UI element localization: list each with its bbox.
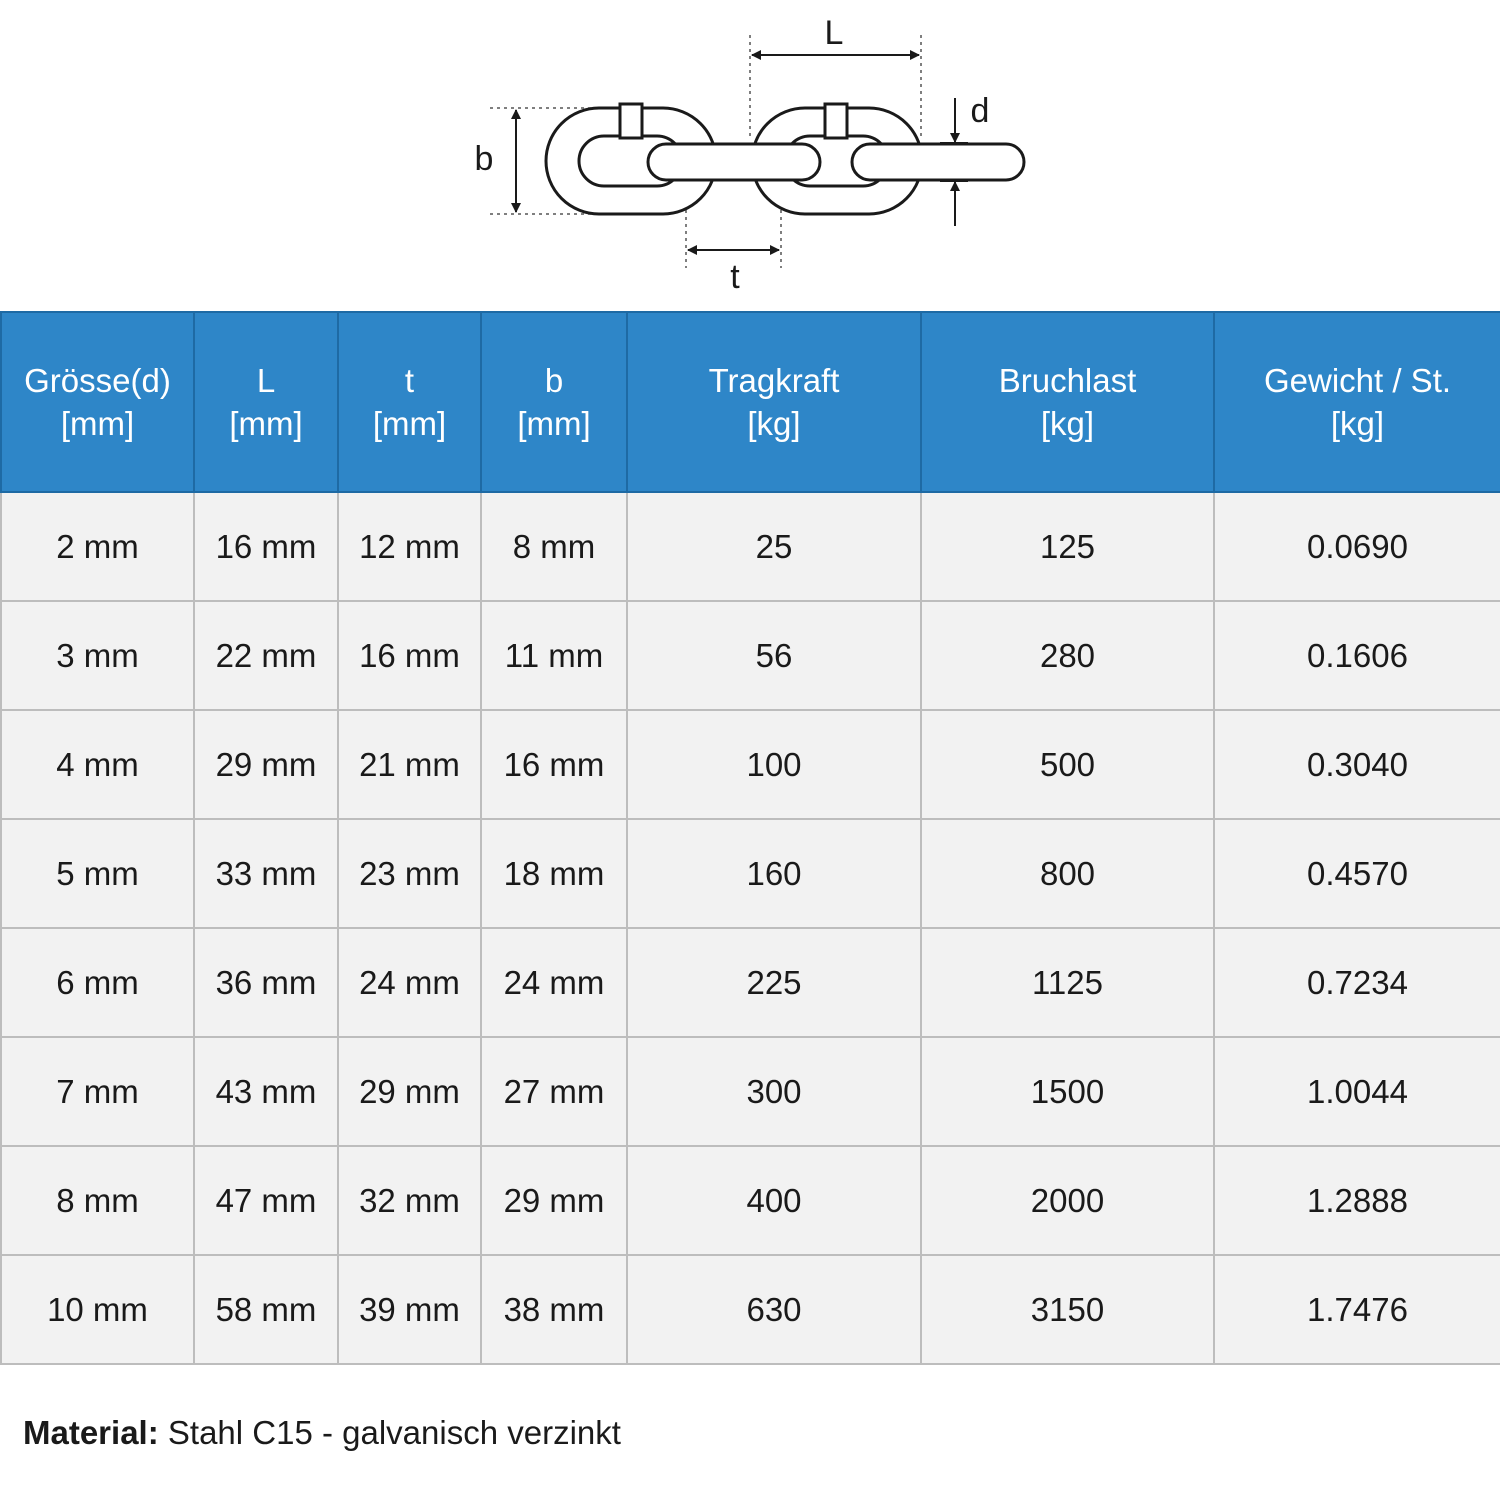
table-cell-length: 36 mm: [194, 928, 338, 1037]
column-header-title: Tragkraft: [708, 362, 840, 399]
material-note: [23, 1414, 621, 1452]
table-cell-size: 4 mm: [1, 710, 194, 819]
table-cell-length: 43 mm: [194, 1037, 338, 1146]
table-cell-weight: 0.7234: [1214, 928, 1500, 1037]
column-header-title: L: [256, 362, 276, 399]
column-header-unit: [mm]: [60, 405, 135, 442]
table-cell-working-load: 630: [627, 1255, 921, 1364]
table-row: [1, 601, 1500, 710]
chain-spec-table: [0, 311, 1500, 1365]
table-cell-width: 27 mm: [481, 1037, 627, 1146]
column-header-unit: [mm]: [517, 405, 591, 442]
table-cell-pitch: 12 mm: [338, 492, 481, 601]
table-body: [1, 492, 1500, 1364]
column-header-unit: [kg]: [1330, 405, 1385, 442]
table-cell-size: 3 mm: [1, 601, 194, 710]
table-cell-weight: 1.0044: [1214, 1037, 1500, 1146]
dimension-label-d: d: [970, 92, 990, 130]
table-cell-length: 33 mm: [194, 819, 338, 928]
table-row: [1, 1255, 1500, 1364]
table-cell-working-load: 300: [627, 1037, 921, 1146]
table-cell-width: 11 mm: [481, 601, 627, 710]
table-cell-working-load: 100: [627, 710, 921, 819]
table-cell-size: 2 mm: [1, 492, 194, 601]
chain-link-horizontal-1: [648, 144, 820, 180]
header-row: [1, 312, 1500, 492]
table-header: [1, 312, 1500, 492]
table-cell-size: 7 mm: [1, 1037, 194, 1146]
table-cell-width: 29 mm: [481, 1146, 627, 1255]
table-cell-weight: 1.7476: [1214, 1255, 1500, 1364]
table-cell-breaking-load: 280: [921, 601, 1214, 710]
dimension-label-b: b: [474, 140, 494, 178]
column-header-breaking-load: [921, 312, 1214, 492]
table-cell-weight: 0.1606: [1214, 601, 1500, 710]
column-header-title: t: [404, 362, 415, 399]
table-row: [1, 1146, 1500, 1255]
table-cell-length: 29 mm: [194, 710, 338, 819]
table-cell-working-load: 400: [627, 1146, 921, 1255]
table-row: [1, 492, 1500, 601]
table-cell-breaking-load: 1125: [921, 928, 1214, 1037]
column-header-unit: [kg]: [747, 405, 801, 442]
material-label: Material:: [23, 1414, 159, 1451]
table-cell-working-load: 56: [627, 601, 921, 710]
table-cell-breaking-load: 125: [921, 492, 1214, 601]
column-header-title: Gewicht / St.: [1263, 362, 1452, 399]
table-row: [1, 928, 1500, 1037]
column-header-size: [1, 312, 194, 492]
table-cell-pitch: 24 mm: [338, 928, 481, 1037]
table-cell-length: 22 mm: [194, 601, 338, 710]
table-cell-length: 58 mm: [194, 1255, 338, 1364]
table-cell-weight: 0.0690: [1214, 492, 1500, 601]
column-header-weight: [1214, 312, 1500, 492]
table-cell-width: 18 mm: [481, 819, 627, 928]
dimension-label-L: L: [824, 14, 844, 52]
column-header-unit: [mm]: [229, 405, 303, 442]
table-cell-size: 5 mm: [1, 819, 194, 928]
column-header-working-load: [627, 312, 921, 492]
table-cell-working-load: 25: [627, 492, 921, 601]
column-header-unit: [mm]: [372, 405, 447, 442]
column-header-unit: [kg]: [1040, 405, 1095, 442]
table-cell-working-load: 225: [627, 928, 921, 1037]
table-cell-width: 24 mm: [481, 928, 627, 1037]
table-cell-length: 47 mm: [194, 1146, 338, 1255]
table-cell-width: 8 mm: [481, 492, 627, 601]
table-cell-weight: 0.4570: [1214, 819, 1500, 928]
table-cell-width: 38 mm: [481, 1255, 627, 1364]
chain-link-diagram: [0, 0, 1500, 300]
table-cell-size: 6 mm: [1, 928, 194, 1037]
table-cell-pitch: 23 mm: [338, 819, 481, 928]
table-cell-width: 16 mm: [481, 710, 627, 819]
table-cell-breaking-load: 500: [921, 710, 1214, 819]
material-value: Stahl C15 - galvanisch verzinkt: [167, 1414, 621, 1451]
column-header-pitch: [338, 312, 481, 492]
table-cell-length: 16 mm: [194, 492, 338, 601]
table-cell-pitch: 29 mm: [338, 1037, 481, 1146]
column-header-title: Bruchlast: [998, 362, 1137, 399]
table-cell-breaking-load: 2000: [921, 1146, 1214, 1255]
table-cell-working-load: 160: [627, 819, 921, 928]
column-header-title: b: [544, 362, 564, 399]
table-row: [1, 710, 1500, 819]
table-cell-breaking-load: 1500: [921, 1037, 1214, 1146]
column-header-width: [481, 312, 627, 492]
table-cell-pitch: 32 mm: [338, 1146, 481, 1255]
table-cell-breaking-load: 3150: [921, 1255, 1214, 1364]
table-cell-pitch: 39 mm: [338, 1255, 481, 1364]
table-row: [1, 819, 1500, 928]
table-cell-breaking-load: 800: [921, 819, 1214, 928]
table-cell-pitch: 16 mm: [338, 601, 481, 710]
table-cell-pitch: 21 mm: [338, 710, 481, 819]
table-cell-size: 10 mm: [1, 1255, 194, 1364]
table-cell-weight: 0.3040: [1214, 710, 1500, 819]
column-header-length: [194, 312, 338, 492]
dimension-label-t: t: [730, 258, 740, 296]
table-cell-size: 8 mm: [1, 1146, 194, 1255]
table-cell-weight: 1.2888: [1214, 1146, 1500, 1255]
table-row: [1, 1037, 1500, 1146]
column-header-title: Grösse(d): [24, 362, 171, 399]
chain-link-horizontal-2: [852, 144, 1024, 180]
